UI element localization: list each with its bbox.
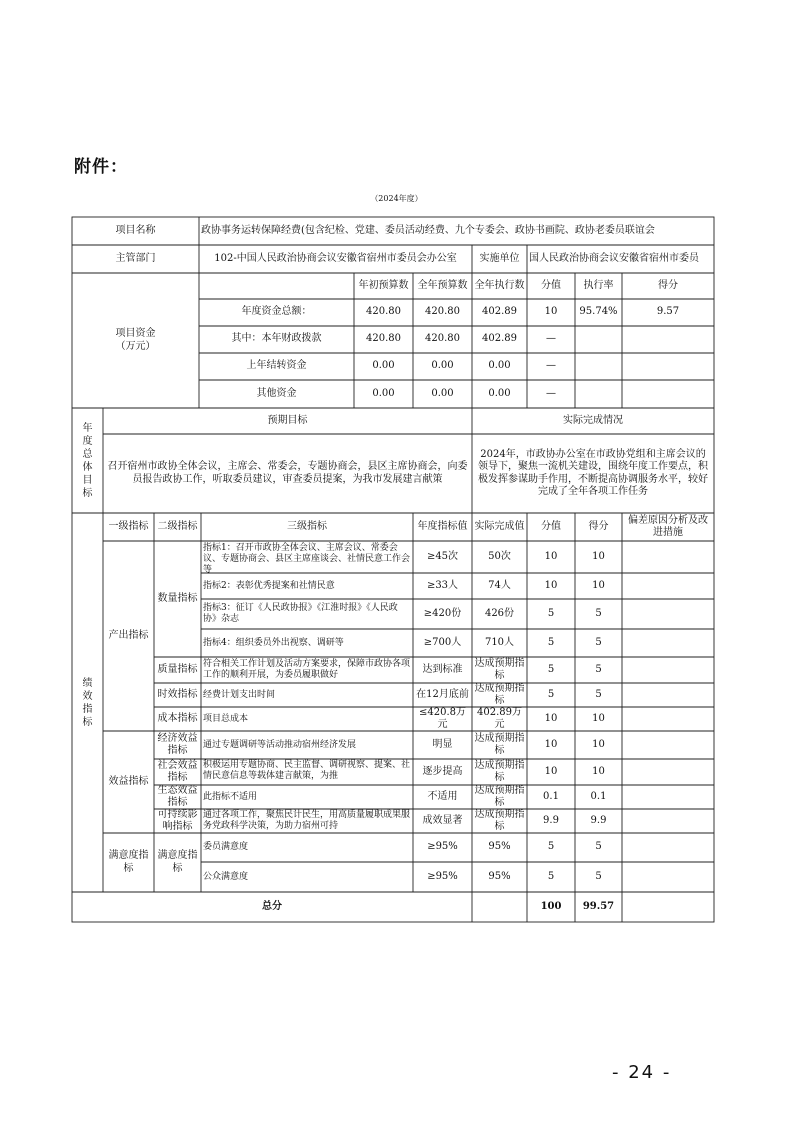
indicator-weight: 0.1 <box>543 790 559 802</box>
indicator-actual: 74人 <box>488 579 511 591</box>
funds-row-rate: 95.74% <box>579 306 618 318</box>
funds-row-name: 其他资金 <box>256 387 297 399</box>
funds-row-weight: 10 <box>544 306 558 318</box>
funds-row-name: 上年结转资金 <box>246 360 307 372</box>
total-score: 99.57 <box>582 900 615 912</box>
funds-header-init: 年初预算数 <box>358 279 409 291</box>
indicator-weight: 9.9 <box>543 814 559 826</box>
indicator-actual: 达成预期指标 <box>474 809 525 832</box>
indicator-actual: 402.89万元 <box>477 707 522 730</box>
perf-header-actual: 实际完成值 <box>474 520 525 532</box>
indicator-target: ≥700人 <box>423 636 462 648</box>
indicator-target: 成效显著 <box>422 814 463 826</box>
level2-social: 社会效益指标 <box>157 759 198 783</box>
funds-row-name: 其中：本年财政拨款 <box>231 333 322 345</box>
indicator-name: 委员满意度 <box>203 842 249 853</box>
indicator-weight: 10 <box>544 550 558 562</box>
indicator-name: 项目总成本 <box>203 713 249 724</box>
funds-row-init: 420.80 <box>366 306 401 318</box>
indicator-actual: 95% <box>488 870 511 882</box>
indicator-weight: 5 <box>547 607 555 619</box>
page-number: - 24 - <box>612 1062 672 1083</box>
funds-row-full: 420.80 <box>425 333 460 345</box>
level2-economic: 经济效益指标 <box>157 732 198 756</box>
attachment-label: 附件： <box>74 157 128 177</box>
funds-row-full: 0.00 <box>431 387 454 399</box>
indicator-name: 指标3：征订《人民政协报》《江淮时报》《人民政协》杂志 <box>203 603 398 624</box>
funds-row-exec: 402.89 <box>482 306 517 318</box>
indicator-score: 5 <box>595 607 602 619</box>
level2-sustainable: 可持续影响指标 <box>157 809 198 832</box>
indicator-score: 10 <box>592 765 605 777</box>
funds-row-init: 420.80 <box>366 333 401 345</box>
indicator-actual: 达成预期指标 <box>474 657 525 681</box>
impl-value: 国人民政治协商会议安徽省宿州市委员 <box>529 252 699 264</box>
level2-cost: 成本指标 <box>157 712 198 724</box>
indicator-target: 逐步提高 <box>422 765 463 777</box>
impl-label: 实施单位 <box>479 252 520 264</box>
level1-output: 产出指标 <box>108 629 149 641</box>
indicator-actual: 710人 <box>484 636 515 648</box>
goals-expected-label: 预期目标 <box>267 414 308 426</box>
indicator-name: 公众满意度 <box>203 871 249 882</box>
indicator-score: 10 <box>592 579 605 591</box>
funds-row-exec: 0.00 <box>488 360 511 372</box>
indicator-weight: 10 <box>544 579 558 591</box>
indicator-target: 达到标准 <box>422 663 463 675</box>
funds-header-full: 全年预算数 <box>417 279 468 291</box>
indicator-name: 此指标不适用 <box>203 791 258 802</box>
report-year: （2024年度） <box>370 194 423 203</box>
project-name-label: 项目名称 <box>115 224 156 236</box>
indicator-name: 通过专题调研等活动推动宿州经济发展 <box>203 739 357 750</box>
dept-label: 主管部门 <box>115 252 156 264</box>
indicator-name: 经费计划支出时间 <box>203 689 276 700</box>
perf-header-level1: 一级指标 <box>108 520 149 532</box>
indicator-target: ≤420.8万元 <box>418 707 466 730</box>
goals-label: 年度总体目标 <box>82 422 93 499</box>
perf-header-weight: 分值 <box>541 520 561 532</box>
level2-timeliness: 时效指标 <box>157 688 198 700</box>
level2-quantity: 数量指标 <box>157 592 198 604</box>
indicator-target: 明显 <box>432 738 453 750</box>
indicator-weight: 5 <box>547 841 555 853</box>
perf-header-target: 年度指标值 <box>417 520 468 532</box>
funds-row-weight: — <box>546 333 556 345</box>
indicator-actual: 达成预期指标 <box>474 759 525 783</box>
goals-actual-label: 实际完成情况 <box>563 414 623 426</box>
indicator-weight: 10 <box>544 712 558 724</box>
indicator-score: 0.1 <box>590 790 607 802</box>
indicator-name: 积极运用专题协商、民主监督、调研视察、提案、社情民意信息等载体建言献策，为推 <box>203 760 411 781</box>
project-name-value: 政协事务运转保障经费(包含纪检、党建、委员活动经费、九个专委会、政协书画院、政协老委员联谊会 <box>201 224 655 236</box>
indicator-weight: 5 <box>547 636 555 648</box>
indicator-target: ≥45次 <box>426 550 459 562</box>
funds-row-exec: 402.89 <box>482 333 517 345</box>
funds-row-init: 0.00 <box>372 360 395 372</box>
indicator-target: ≥33人 <box>426 579 459 591</box>
indicator-score: 10 <box>592 738 605 750</box>
indicator-weight: 10 <box>544 765 558 777</box>
indicator-score: 5 <box>595 870 602 882</box>
indicator-name: 指标2：表彰优秀提案和社情民意 <box>203 580 335 591</box>
indicator-target: 不适用 <box>427 790 458 802</box>
indicator-target: 在12月底前 <box>416 688 469 700</box>
indicator-weight: 5 <box>547 663 555 675</box>
indicator-score: 5 <box>595 841 602 853</box>
level2-ecological: 生态效益指标 <box>157 785 198 808</box>
indicator-actual: 95% <box>488 841 511 853</box>
indicator-weight: 10 <box>544 738 558 750</box>
indicator-score: 9.9 <box>590 814 607 826</box>
total-weight: 100 <box>540 900 562 912</box>
level2-quality: 质量指标 <box>157 663 198 675</box>
indicator-actual: 426份 <box>484 607 515 619</box>
funds-row-weight: — <box>546 387 556 399</box>
funds-row-init: 0.00 <box>372 387 395 399</box>
funds-row-full: 420.80 <box>425 306 460 318</box>
indicator-actual: 达成预期指标 <box>474 785 525 808</box>
funds-row-exec: 0.00 <box>488 387 511 399</box>
indicator-name: 指标1：召开市政协全体会议、主席会议、常委会议、专题协商会、县区主席座谈会、社情民意工作会等 <box>203 543 411 573</box>
goals-expected-text: 召开宿州市政协全体会议，主席会、常委会，专题协商会，县区主席协商会，向委员报告政协工作，听取委员建议，审查委员提案，为我市发展建言献策 <box>107 461 468 485</box>
indicator-score: 5 <box>595 663 602 675</box>
indicator-weight: 5 <box>547 870 555 882</box>
level1-satisfaction: 满意度指标 <box>108 850 149 874</box>
funds-row-name: 年度资金总额： <box>241 306 312 318</box>
funds-row-weight: — <box>546 360 556 372</box>
funds-row-full: 0.00 <box>431 360 454 372</box>
perf-header-level3: 三级指标 <box>287 520 327 532</box>
level2-satisfaction: 满意度指标 <box>157 850 198 874</box>
indicator-actual: 达成预期指标 <box>474 732 525 756</box>
goals-actual-text: 2024年，市政协办公室在市政协党组和主席会议的领导下，聚焦一流机关建设，围绕年度工作要点，积极发挥参谋助手作用，不断提高协调服务水平，较好完成了全年各项工作任务 <box>478 448 708 497</box>
level1-benefit: 效益指标 <box>108 775 149 787</box>
funds-header-exec: 全年执行数 <box>474 279 525 291</box>
total-label: 总分 <box>262 900 282 912</box>
funds-label: 项目资金 （万元） <box>115 328 156 352</box>
indicator-name: 符合相关工作计划及活动方案要求，保障市政协各项工作的顺利开展，为委员履职做好 <box>203 659 411 680</box>
indicator-score: 10 <box>592 712 605 724</box>
perf-label: 绩效指标 <box>82 677 93 728</box>
perf-header-deviation: 偏差原因分析及改进措施 <box>628 514 708 538</box>
indicator-score: 10 <box>592 550 605 562</box>
indicator-actual: 50次 <box>488 550 511 562</box>
perf-header-score: 得分 <box>588 520 609 532</box>
funds-row-score: 9.57 <box>656 306 680 318</box>
indicator-score: 5 <box>595 688 602 700</box>
perf-header-level2: 二级指标 <box>157 520 198 532</box>
indicator-target: ≥95% <box>427 870 458 882</box>
indicator-target: ≥95% <box>427 841 458 853</box>
indicator-score: 5 <box>595 636 602 648</box>
indicator-weight: 5 <box>547 688 555 700</box>
indicator-name: 指标4：组织委员外出视察、调研等 <box>203 637 344 648</box>
funds-header-rate: 执行率 <box>583 279 614 291</box>
indicator-actual: 达成预期指标 <box>474 683 525 706</box>
indicator-name: 通过各项工作，聚焦民计民生，用高质量履职成果服务党政科学决策，为助力宿州可持 <box>203 810 411 831</box>
funds-header-score: 得分 <box>658 279 678 291</box>
dept-value: 102-中国人民政治协商会议安徽省宿州市委员会办公室 <box>214 252 457 264</box>
funds-header-weight: 分值 <box>541 279 561 291</box>
indicator-target: ≥420份 <box>423 607 462 619</box>
